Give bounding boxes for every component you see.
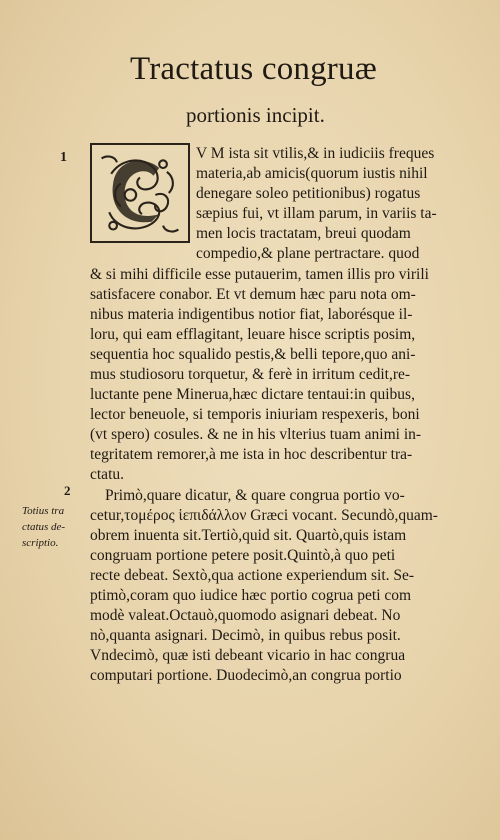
text-line: mus studiosoru torquetur, & ferè in irritum cedit,re- (90, 366, 411, 383)
text-line: satisfacere conabor. Et vt demum hæc paru nota om- (90, 286, 416, 303)
text-line: (vt spero) cosules. & ne in his vlterius tuam animi in- (90, 426, 422, 443)
text-line: Vndecimò, quæ isti debeant vicario in hac congrua (90, 647, 406, 664)
text-line: luctante pene Minerua,hæc dictare tentaui:in quibus, (90, 386, 415, 403)
text-line: ctatu. (90, 466, 124, 483)
text-line: tegritatem remorer,à me ista in hoc describentur tra- (90, 446, 413, 463)
page-title: Tractatus congruæ (130, 51, 377, 87)
decorated-initial-c-icon (92, 145, 188, 241)
section-number: 2 (64, 483, 71, 498)
text-line: sæpius fui, vt illam parum, in variis ta- (196, 205, 437, 222)
text-line: men locis tractatam, breui quodam (196, 225, 411, 242)
text-line: materia,ab amicis(quorum iustis nihil (196, 165, 428, 182)
margin-note-line: scriptio. (22, 537, 59, 549)
text-line: V M ista sit vtilis,& in iudiciis freques (196, 145, 435, 162)
text-line: recte debeat. Sextò,qua actione experiendum sit. Se- (90, 567, 415, 584)
text-line: modè valeat.Octauò,quomodo asignari debeat. No (90, 607, 401, 624)
text-line: nò,quanta asignari. Decimò, in quibus rebus posit. (90, 627, 401, 644)
margin-note-line: Totius tra (22, 505, 65, 517)
text-line: compedio,& plane pertractare. quod (196, 245, 420, 262)
text-line: & si mihi difficile esse putauerim, tamen illis pro virili (90, 266, 429, 283)
margin-note-line: ctatus de- (22, 521, 66, 533)
drop-cap-initial (90, 143, 190, 243)
text-line: congruam portione petere posit.Quintò,à quo peti (90, 547, 396, 564)
section-number: 1 (60, 150, 67, 165)
text-line: loru, qui eam efflagitant, leuare hisce scriptis posim, (90, 326, 416, 343)
text-line: lector beneuole, si temporis iniuriam respexeris, boni (90, 406, 420, 423)
margin-note (22, 503, 92, 551)
text-line: obrem inuenta sit.Tertiò,quid sit. Quartò,quis istam (90, 527, 407, 544)
text-line: ptimò,coram quo iudice hæc portio cogrua peti com (90, 587, 412, 604)
text-line: Primò,quare dicatur, & quare congrua portio vo- (105, 487, 405, 504)
text-line: cetur,τομέρος ἱεπιδάλλον Græci vocant. Secundò,quam- (90, 507, 438, 524)
text-line: denegare soleo petitionibus) rogatus (196, 185, 421, 202)
text-line: nibus materia indigentibus notior fiat, laborésque il- (90, 306, 413, 323)
text-line: computari portione. Duodecimò,an congrua portio (90, 667, 402, 684)
page-subtitle: portionis incipit. (186, 103, 325, 127)
text-line: sequentia hoc squalido pestis,& belli tepore,quo ani- (90, 346, 416, 363)
